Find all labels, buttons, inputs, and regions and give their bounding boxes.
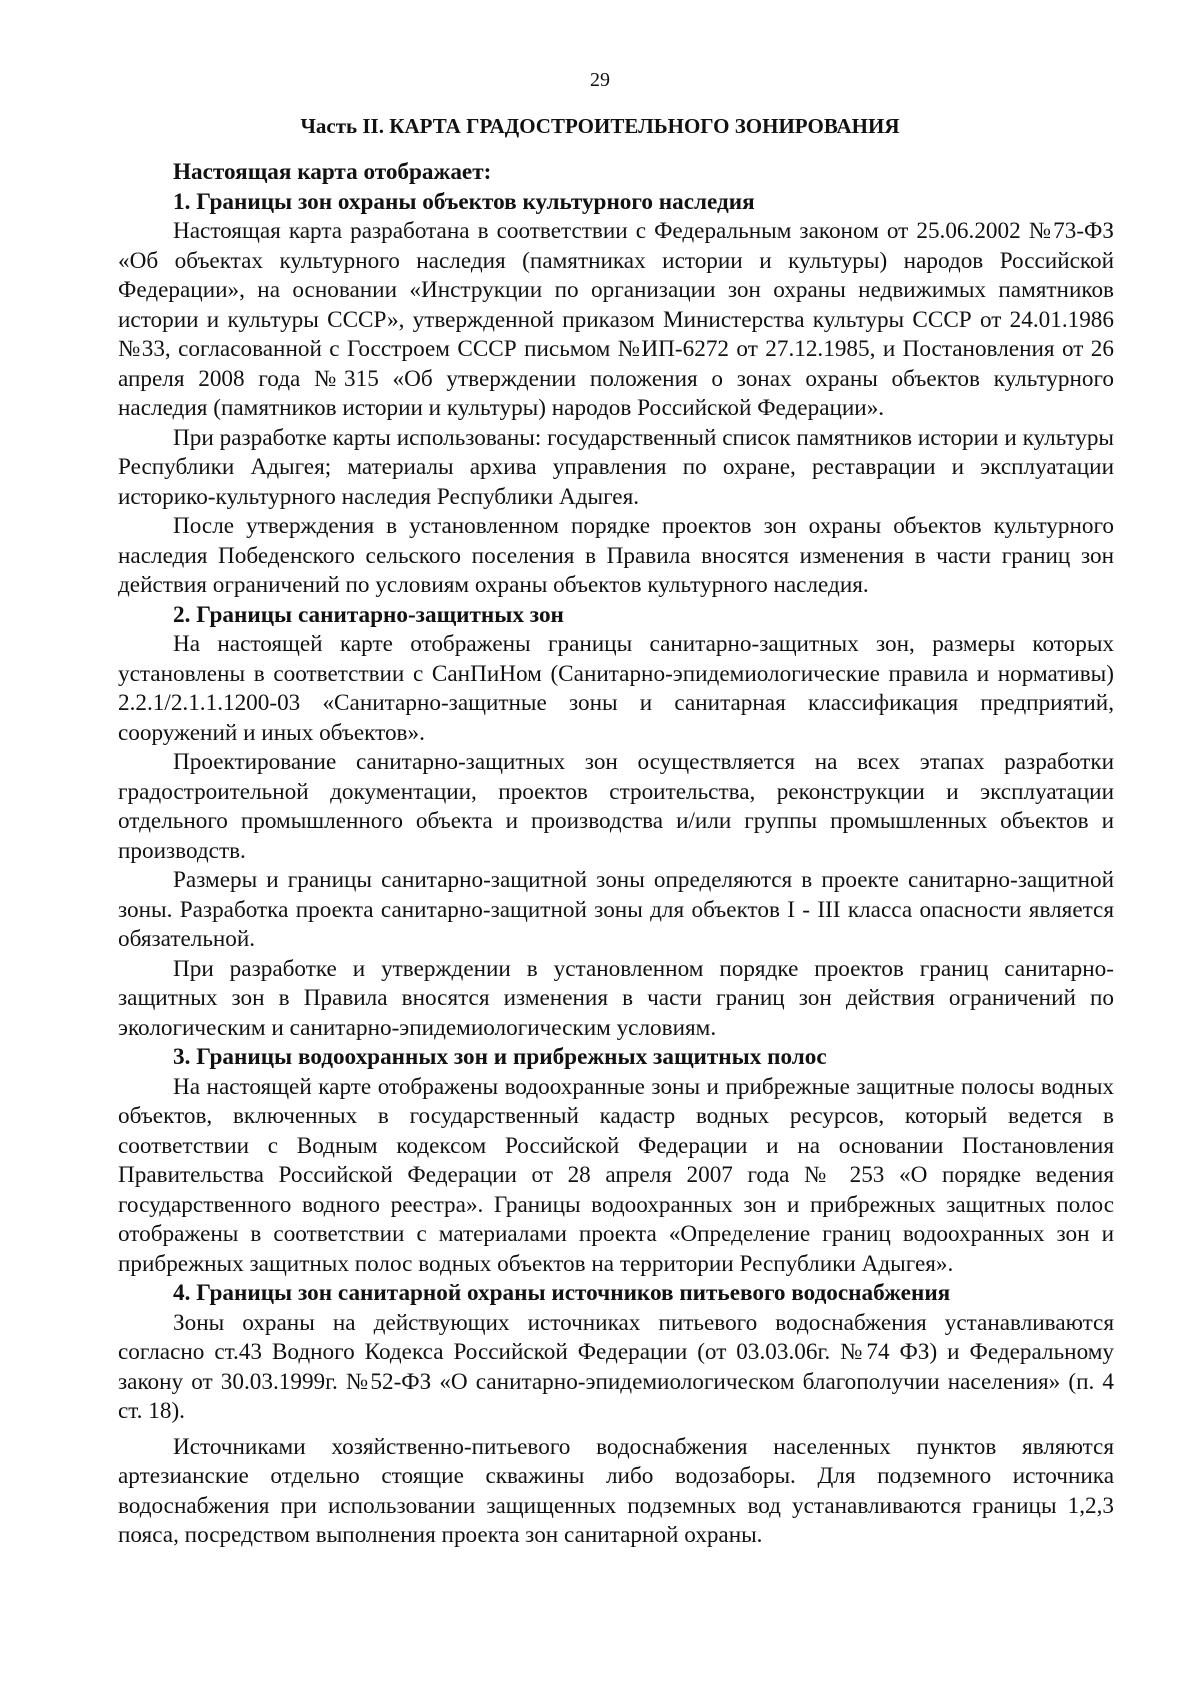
section-heading: 1. Границы зон охраны объектов культурного наследия — [173, 188, 755, 215]
paragraph: При разработке карты использованы: государственный список памятников истории и культуры Республики Адыгея; материалы архива управления по охране, реставрации и эксплуатации историко-культурного наследия Республики Адыгея. — [118, 424, 1114, 510]
paragraph: Источниками хозяйственно-питьевого водоснабжения населенных пунктов являются артезианские отдельно стоящие скважины либо водозаборы. Для подземного источника водоснабжения при использовании защищенных подземных вод устанавливаются границы 1,2,3 пояса, посредством выполнения проекта зон санитарной охраны. — [118, 1433, 1114, 1548]
paragraph: После утверждения в установленном порядке проектов зон охраны объектов культурного наследия Победенского сельского поселения в Правила вносятся изменения в части границ зон действия ограничений по условиям охраны объектов культурного наследия. — [118, 513, 1114, 598]
paragraph: Проектирование санитарно-защитных зон осуществляется на всех этапах разработки градостроительной документации, проектов строительства, реконструкции и эксплуатации отдельного промышленного объекта и производства и/или группы промышленных объектов и производств. — [118, 749, 1114, 864]
paragraph: Размеры и границы санитарно-защитной зоны определяются в проекте санитарно-защитной зоны. Разработка проекта санитарно-защитной зоны для объектов I - III класса опасности является обязательной. — [118, 867, 1114, 952]
section-heading: 2. Границы санитарно-защитных зон — [173, 601, 564, 628]
section-heading: 3. Границы водоохранных зон и прибрежных защитных полос — [173, 1044, 827, 1070]
paragraph: На настоящей карте отображены границы санитарно-защитных зон, размеры которых установлены в соответствии с СанПиНом (Санитарно-эпидемиологические правила и нормативы) 2.2.1/2.1.1.1200-03 «Санитарно-защитные зоны и санитарная классификация предприятий, сооружений и иных объектов». — [118, 631, 1114, 746]
part-title: Часть II. КАРТА ГРАДОСТРОИТЕЛЬНОГО ЗОНИРОВАНИЯ — [300, 114, 900, 138]
paragraph: Настоящая карта разработана в соответствии с Федеральным законом от 25.06.2002 №73-ФЗ «Об объектах культурного наследия (памятниках истории и культуры) народов Российской Федерации», на основании «Инструкции по организации зон охраны недвижимых памятников истории и культуры СССР», утвержденной приказом Министерства культуры СССР от 24.01.1986 №33, согласованной с Госстроем СССР письмом №ИП-6272 от 27.12.1985, и Постановления от 26 апреля 2008 года №315 «Об утверждении положения о зонах охраны объектов культурного наследия (памятников истории и культуры) народов Российской Федерации». — [118, 218, 1114, 421]
page-number: 29 — [590, 69, 610, 91]
section-heading: 4. Границы зон санитарной охраны источников питьевого водоснабжения — [173, 1280, 951, 1306]
document-body — [118, 158, 1114, 1551]
intro-heading: Настоящая карта отображает: — [173, 159, 492, 185]
paragraph: При разработке и утверждении в установленном порядке проектов границ санитарно-защитных зон в Правила вносятся изменения в части границ зон действия ограничений по экологическим и санитарно-эпидемиологическим условиям. — [118, 955, 1114, 1041]
paragraph: Зоны охраны на действующих источниках питьевого водоснабжения устанавливаются согласно ст.43 Водного Кодекса Российской Федерации (от 03.03.06г. №74 ФЗ) и Федеральному закону от 30.03.1999г. №52-ФЗ «О санитарно-эпидемиологическом благополучии населения» (п. 4 ст. 18). — [118, 1309, 1114, 1424]
paragraph: На настоящей карте отображены водоохранные зоны и прибрежные защитные полосы водных объектов, включенных в государственный кадастр водных ресурсов, который ведется в соответствии с Водным кодексом Российской Федерации и на основании Постановления Правительства Российской Федерации от 28 апреля 2007 года № 253 «О порядке ведения государственного водного реестра». Границы водоохранных зон и прибрежных защитных полос отображены в соответствии с материалами проекта «Определение границ водоохранных зон и прибрежных защитных полос водных объектов на территории Республики Адыгея». — [118, 1073, 1114, 1277]
